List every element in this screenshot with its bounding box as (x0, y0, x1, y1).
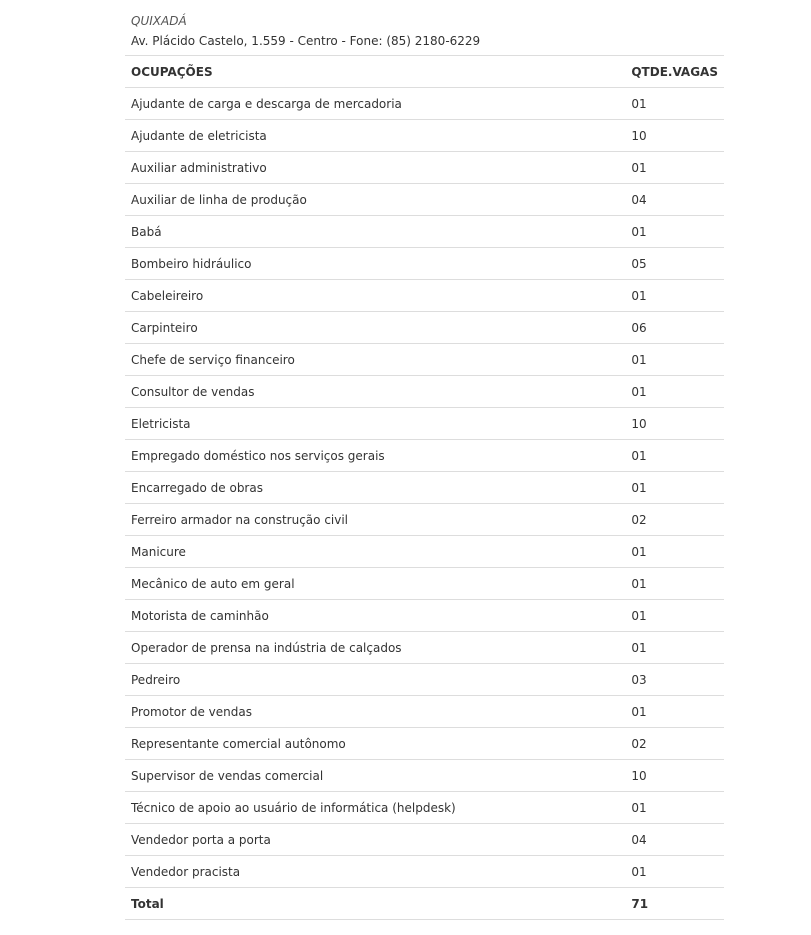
occupation-cell: Consultor de vendas (125, 376, 625, 408)
table-row (125, 664, 724, 696)
vacancies-cell: 10 (625, 408, 724, 440)
vacancies-cell: 01 (625, 696, 724, 728)
vacancies-cell: 01 (625, 152, 724, 184)
occupation-cell: Representante comercial autônomo (125, 728, 625, 760)
occupation-cell: Operador de prensa na indústria de calçados (125, 632, 625, 664)
table-row (125, 600, 724, 632)
vacancies-cell: 02 (625, 728, 724, 760)
occupation-cell: Vendedor porta a porta (125, 824, 625, 856)
table-row (125, 504, 724, 536)
vacancies-cell: 01 (625, 376, 724, 408)
table-row (125, 376, 724, 408)
table-row (125, 216, 724, 248)
table-row (125, 632, 724, 664)
vacancies-cell: 01 (625, 568, 724, 600)
occupation-cell: Técnico de apoio ao usuário de informática (helpdesk) (125, 792, 625, 824)
column-header-vacancies: QTDE.VAGAS (625, 56, 724, 88)
table-row (125, 568, 724, 600)
table-row (125, 120, 724, 152)
occupation-cell: Empregado doméstico nos serviços gerais (125, 440, 625, 472)
vacancies-cell: 04 (625, 184, 724, 216)
table-row (125, 728, 724, 760)
table-row (125, 472, 724, 504)
occupation-cell: Babá (125, 216, 625, 248)
vacancies-cell: 10 (625, 120, 724, 152)
occupation-cell: Promotor de vendas (125, 696, 625, 728)
occupation-cell: Pedreiro (125, 664, 625, 696)
vacancies-cell: 01 (625, 536, 724, 568)
table-header-row (125, 56, 724, 88)
occupation-cell: Chefe de serviço financeiro (125, 344, 625, 376)
occupation-cell: Auxiliar de linha de produção (125, 184, 625, 216)
occupation-cell: Mecânico de auto em geral (125, 568, 625, 600)
table-row (125, 856, 724, 888)
occupation-cell: Ajudante de eletricista (125, 120, 625, 152)
table-row (125, 344, 724, 376)
table-row (125, 760, 724, 792)
occupation-cell: Ferreiro armador na construção civil (125, 504, 625, 536)
table-row (125, 184, 724, 216)
table-row (125, 248, 724, 280)
table-row (125, 312, 724, 344)
vacancies-cell: 04 (625, 824, 724, 856)
table-row (125, 88, 724, 120)
job-listing (125, 0, 724, 920)
table-row (125, 792, 724, 824)
table-row (125, 152, 724, 184)
total-value: 71 (625, 888, 724, 920)
occupation-cell: Supervisor de vendas comercial (125, 760, 625, 792)
vacancies-table (125, 55, 724, 920)
vacancies-cell: 03 (625, 664, 724, 696)
occupation-cell: Encarregado de obras (125, 472, 625, 504)
occupation-cell: Carpinteiro (125, 312, 625, 344)
vacancies-cell: 01 (625, 216, 724, 248)
total-row (125, 888, 724, 920)
vacancies-cell: 05 (625, 248, 724, 280)
table-row (125, 824, 724, 856)
vacancies-cell: 01 (625, 792, 724, 824)
column-header-occupations: OCUPAÇÕES (125, 56, 625, 88)
vacancies-cell: 01 (625, 280, 724, 312)
table-row (125, 696, 724, 728)
occupation-cell: Vendedor pracista (125, 856, 625, 888)
vacancies-cell: 01 (625, 472, 724, 504)
occupation-cell: Auxiliar administrativo (125, 152, 625, 184)
occupation-cell: Bombeiro hidráulico (125, 248, 625, 280)
total-label: Total (125, 888, 625, 920)
table-row (125, 408, 724, 440)
occupation-cell: Motorista de caminhão (125, 600, 625, 632)
occupation-cell: Eletricista (125, 408, 625, 440)
city-name: QUIXADÁ (131, 14, 187, 28)
table-row (125, 280, 724, 312)
occupation-cell: Ajudante de carga e descarga de mercadoria (125, 88, 625, 120)
vacancies-cell: 01 (625, 600, 724, 632)
vacancies-cell: 10 (625, 760, 724, 792)
occupation-cell: Manicure (125, 536, 625, 568)
vacancies-cell: 01 (625, 856, 724, 888)
vacancies-cell: 01 (625, 632, 724, 664)
table-row (125, 440, 724, 472)
vacancies-cell: 01 (625, 344, 724, 376)
vacancies-cell: 02 (625, 504, 724, 536)
table-row (125, 536, 724, 568)
address-line: Av. Plácido Castelo, 1.559 - Centro - Fone: (85) 2180-6229 (131, 34, 481, 48)
occupation-cell: Cabeleireiro (125, 280, 625, 312)
vacancies-cell: 01 (625, 88, 724, 120)
vacancies-cell: 01 (625, 440, 724, 472)
vacancies-cell: 06 (625, 312, 724, 344)
